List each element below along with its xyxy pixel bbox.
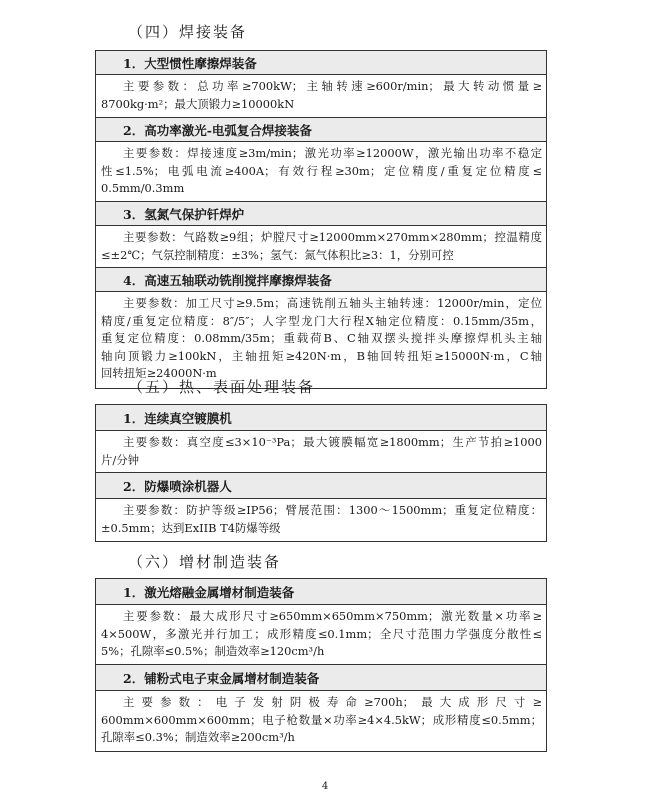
section-title-additive: （六）增材制造装备: [128, 553, 282, 571]
param-line: 主要参数：防护等级≥IP56；臂展范围：1300～1500mm；重复定位精度：: [123, 503, 542, 517]
param-line: 重复定位精度：0.08mm/35m；重载荷B、C轴双摆头搅拌头摩擦焊机头主轴: [101, 331, 542, 345]
item-params: [96, 605, 546, 665]
param-line: 片/分钟: [101, 452, 140, 467]
page-number: 4: [321, 781, 329, 792]
param-line: 5%；孔隙率≤0.5%；制造效率≥120cm³/h: [101, 644, 325, 658]
section-title-heat-surface: （五）热、表面处理装备: [128, 378, 316, 396]
param-line: 主要参数：电子发射阴极寿命≥700h；最大成形尺寸≥: [123, 695, 542, 709]
param-line: ±0.5mm；达到ExIIB T4防爆等级: [101, 520, 281, 535]
param-line: 主要参数：最大成形尺寸≥650mm×650mm×750mm；激光数量×功率≥: [123, 609, 542, 623]
item-heading: 2．高功率激光-电弧复合焊接装备: [96, 118, 546, 142]
param-line: 主要参数：总功率≥700kW；主轴转速≥600r/min；最大转动惯量≥: [123, 79, 542, 93]
item-params: [96, 431, 546, 473]
item-params: [96, 292, 546, 388]
item-heading: 4．高速五轴联动铣削搅拌摩擦焊装备: [96, 268, 546, 292]
table-heat-surface: [95, 404, 547, 542]
item-params: [96, 499, 546, 541]
param-line: 600mm×600mm×600mm；电子枪数量×功率≥4×4.5kW；成形精度≤0.5mm；: [101, 712, 542, 727]
param-line: 主要参数：气路数≥9组；炉膛尺寸≥12000mm×270mm×280mm；控温精度: [123, 230, 542, 244]
item-heading: 1．大型惯性摩擦焊装备: [96, 51, 546, 75]
param-line: 轴向顶锻力≥100kN，主轴扭矩≥420N·m，B轴回转扭矩≥15000N·m，C轴: [101, 348, 542, 363]
param-line: 回转扭矩≥24000N·m: [101, 366, 217, 380]
item-heading: 3．氢氮气保护钎焊炉: [96, 202, 546, 226]
param-line: 8700kg·m²；最大顶锻力≥10000kN: [101, 96, 295, 111]
param-line: 4×500W，多激光并行加工；成形精度≤0.1mm；全尺寸范围力学强度分散性≤: [101, 626, 542, 641]
param-line: 主要参数：加工尺寸≥9.5m；高速铣削五轴头主轴转速：12000r/min，定位: [123, 296, 542, 310]
item-heading: 2．铺粉式电子束金属增材制造装备: [96, 665, 546, 691]
table-additive: [95, 578, 547, 752]
item-params: [96, 142, 546, 202]
item-heading: 1．连续真空镀膜机: [96, 405, 546, 431]
param-line: ≤±2℃；气氛控制精度：±3%；氢气：氮气体积比≥3：1，分别可控: [101, 247, 454, 262]
item-params: [96, 226, 546, 268]
param-line: 主要参数：真空度≤3×10⁻³Pa；最大镀膜幅宽≥1800mm；生产节拍≥1000: [123, 435, 542, 449]
param-line: 主要参数：焊接速度≥3m/min；激光功率≥12000W，激光输出功率不稳定: [123, 146, 542, 160]
item-heading: 2．防爆喷涂机器人: [96, 473, 546, 499]
table-welding: [95, 50, 547, 389]
param-line: 孔隙率≤0.3%；制造效率≥200cm³/h: [101, 730, 295, 744]
item-params: [96, 75, 546, 118]
item-heading: 1．激光熔融金属增材制造装备: [96, 579, 546, 605]
param-line: 0.5mm/0.3mm: [101, 181, 185, 195]
param-line: 性≤1.5%；电弧电流≥400A；有效行程≥30m；定位精度/重复定位精度≤: [101, 163, 542, 178]
section-title-welding: （四）焊接装备: [128, 23, 248, 41]
item-params: [96, 691, 546, 751]
param-line: 精度/重复定位精度：8″/5″；人字型龙门大行程X轴定位精度：0.15mm/35m，: [101, 313, 542, 328]
